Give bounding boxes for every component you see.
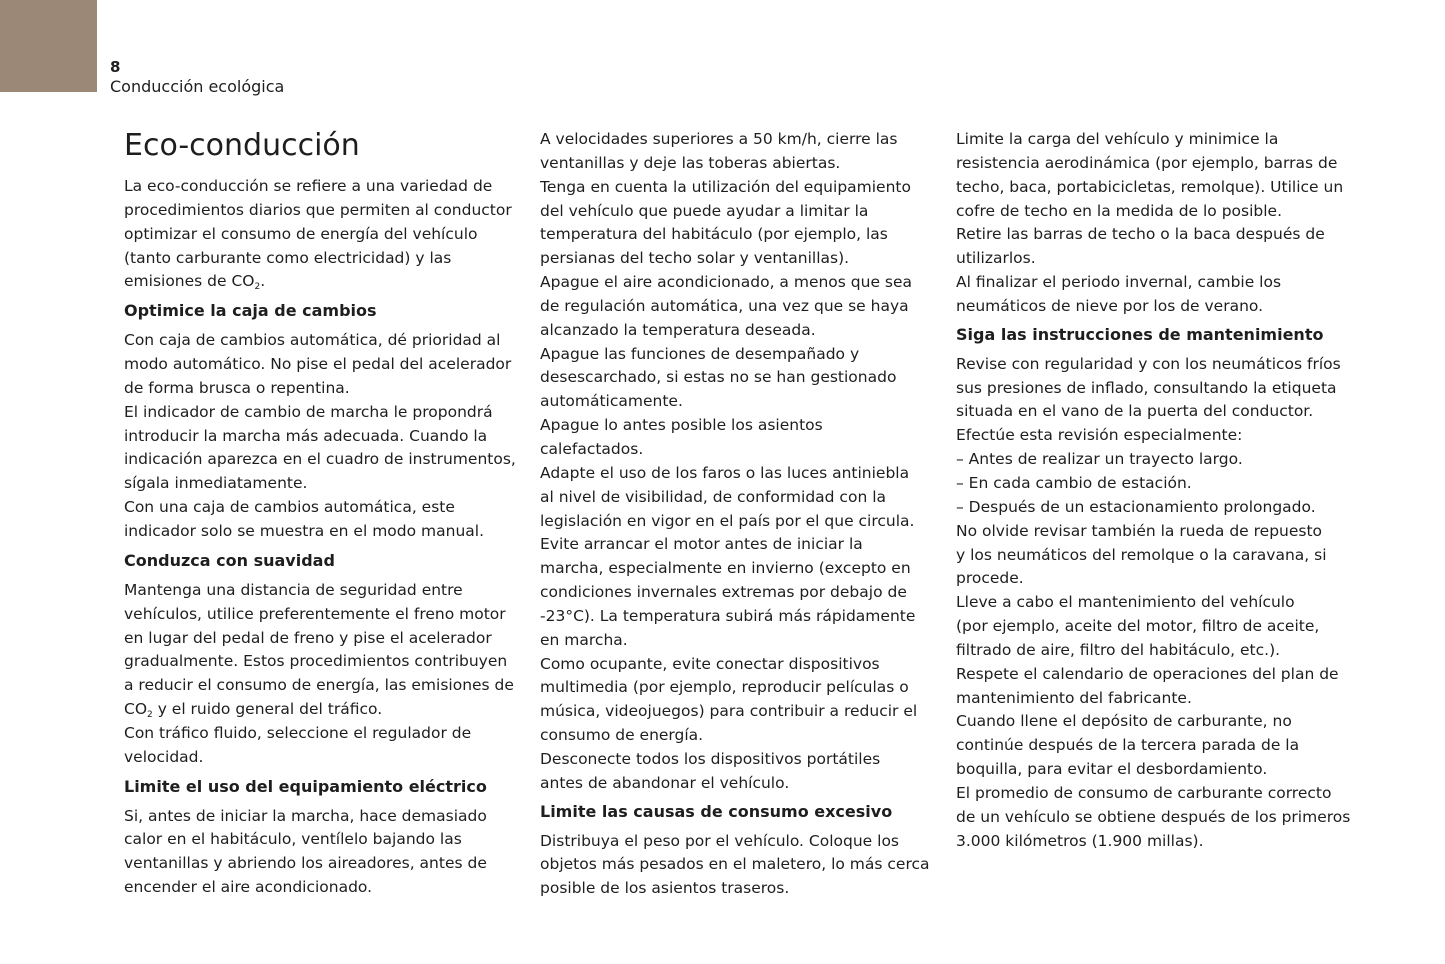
text-line: procede. [956, 569, 1024, 588]
text-line: El indicador de cambio de marcha le propondrá [124, 402, 493, 421]
text-line: Como ocupante, evite conectar dispositivos [540, 654, 880, 673]
text-line: automáticamente. [540, 392, 683, 411]
text-line: modo automático. No pise el pedal del acelerador [124, 355, 512, 374]
text-line: mantenimiento del fabricante. [956, 688, 1192, 707]
text-line: Apague lo antes posible los asientos [540, 416, 823, 435]
text-line: (por ejemplo, aceite del motor, filtro de aceite, [956, 617, 1320, 636]
text-line: vehículos, utilice preferentemente el freno motor [124, 604, 506, 623]
text-line: Apague el aire acondicionado, a menos que sea [540, 273, 913, 292]
text-line: procedimientos diarios que permiten al conductor [124, 200, 512, 219]
text-line: -23°C). La temperatura subirá más rápidamente [540, 606, 916, 625]
text-line: continúe después de la tercera parada de la [956, 736, 1300, 755]
column-1 [124, 126, 519, 900]
text-line: sígala inmediatamente. [124, 474, 308, 493]
text: . [260, 272, 266, 291]
subscript: 2 [254, 282, 261, 293]
text-line: calor en el habitáculo, ventílelo bajando las [124, 830, 462, 849]
text-line: Adapte el uso de los faros o las luces antiniebla [540, 463, 910, 482]
text-line: a reducir el consumo de energía, las emisiones de [124, 676, 514, 695]
text-line: consumo de energía. [540, 726, 704, 745]
text-line: filtrado de aire, filtro del habitáculo, etc.). [956, 640, 1281, 659]
intro-paragraph [124, 175, 519, 294]
text-line: Apague las funciones de desempañado y [540, 344, 860, 363]
text-line: al nivel de visibilidad, de conformidad con la [540, 487, 886, 506]
text-line: Al finalizar el periodo invernal, cambie los [956, 273, 1282, 292]
text-line: El promedio de consumo de carburante correcto [956, 783, 1332, 802]
text-line: Mantenga una distancia de seguridad entre [124, 580, 463, 599]
text-line [124, 270, 519, 294]
text-line: resistencia aerodinámica (por ejemplo, barras de [956, 153, 1338, 172]
text: CO [124, 700, 148, 719]
text-line: Respete el calendario de operaciones del plan de [956, 664, 1339, 683]
text-line: multimedia (por ejemplo, reproducir películas o [540, 678, 909, 697]
text-line: optimizar el consumo de energía del vehículo [124, 224, 478, 243]
excess-consumption-paragraph [540, 830, 935, 902]
text-line: Con caja de cambios automática, dé prioridad al [124, 331, 501, 350]
text-line: alcanzado la temperatura deseada. [540, 320, 816, 339]
text-line: ventanillas y abriendo los aireadores, antes de [124, 854, 487, 873]
text-line: indicación aparezca en el cuadro de instrumentos, [124, 450, 516, 469]
text-line: neumáticos de nieve por los de verano. [956, 296, 1264, 315]
heading-gearbox: Optimice la caja de cambios [124, 301, 377, 321]
text-line: Limite la carga del vehículo y minimice la [956, 130, 1279, 148]
text-line: Cuando llene el depósito de carburante, no [956, 712, 1292, 731]
text-line: Evite arrancar el motor antes de iniciar la [540, 535, 863, 554]
list-item: – En cada cambio de estación. [956, 473, 1192, 492]
text-line: antes de abandonar el vehículo. [540, 773, 790, 792]
list-item: – Antes de realizar un trayecto largo. [956, 450, 1243, 469]
text-line: del vehículo que puede ayudar a limitar la [540, 201, 869, 220]
maintenance-paragraph [956, 353, 1351, 854]
heading-excess-consumption: Limite las causas de consumo excesivo [540, 801, 893, 821]
text-line: cofre de techo en la medida de lo posible. [956, 201, 1283, 220]
text: y el ruido general del tráfico. [152, 700, 383, 719]
text-line: A velocidades superiores a 50 km/h, cierre las [540, 130, 898, 148]
text-line: Retire las barras de techo o la baca después de [956, 225, 1325, 244]
column-3-paragraph [956, 128, 1351, 319]
text-line: música, videojuegos) para contribuir a reducir el [540, 702, 918, 721]
text-line: de forma brusca o repentina. [124, 378, 350, 397]
text-line [124, 698, 519, 722]
text-line: y los neumáticos del remolque o la caravana, si [956, 545, 1327, 564]
column-2-paragraph [540, 128, 935, 796]
page-title: Eco-conducción [124, 128, 360, 163]
text-line: Con una caja de cambios automática, este [124, 498, 455, 517]
text-line: situada en el vano de la puerta del conductor. [956, 402, 1314, 421]
heading-electrical: Limite el uso del equipamiento eléctrico [124, 776, 487, 796]
text-line: en lugar del pedal de freno y pise el acelerador [124, 628, 492, 647]
text-line: La eco-conducción se refiere a una variedad de [124, 177, 493, 195]
smooth-driving-paragraph [124, 579, 519, 770]
section-name: Conducción ecológica [110, 77, 285, 96]
text-line: de un vehículo se obtiene después de los primeros [956, 807, 1351, 826]
text-line: velocidad. [124, 747, 204, 766]
text-line: marcha, especialmente en invierno (excepto en [540, 559, 911, 578]
text-line: persianas del techo solar y ventanillas). [540, 249, 850, 268]
text-line: techo, baca, portabicicletas, remolque). Utilice un [956, 177, 1344, 196]
text-line: de regulación automática, una vez que se haya [540, 296, 909, 315]
text-line: indicador solo se muestra en el modo manual. [124, 521, 485, 540]
chapter-tab [0, 0, 97, 92]
list-item: – Después de un estacionamiento prolongado. [956, 497, 1316, 516]
text-line: calefactados. [540, 439, 644, 458]
electrical-paragraph [124, 805, 519, 900]
heading-maintenance: Siga las instrucciones de mantenimiento [956, 324, 1324, 344]
text-line: Con tráfico fluido, seleccione el regulador de [124, 723, 472, 742]
column-2 [540, 128, 935, 901]
text-line: ventanillas y deje las toberas abiertas. [540, 153, 841, 172]
text-line: Distribuya el peso por el vehículo. Coloque los [540, 831, 899, 850]
text-line: temperatura del habitáculo (por ejemplo, las [540, 225, 888, 244]
text-line: condiciones invernales extremas por debajo de [540, 583, 907, 602]
page-number: 8 [110, 58, 121, 76]
gearbox-paragraph [124, 329, 519, 544]
column-3 [956, 128, 1351, 853]
text-line: encender el aire acondicionado. [124, 878, 373, 897]
text-line: en marcha. [540, 630, 628, 649]
text-line: (tanto carburante como electricidad) y las [124, 248, 452, 267]
text-line: 3.000 kilómetros (1.900 millas). [956, 831, 1204, 850]
text-line: desescarchado, si estas no se han gestionado [540, 368, 897, 387]
text-line: legislación en vigor en el país por el que circula. [540, 511, 915, 530]
text-line: No olvide revisar también la rueda de repuesto [956, 521, 1323, 540]
text-line: Desconecte todos los dispositivos portátiles [540, 749, 881, 768]
text-line: posible de los asientos traseros. [540, 879, 790, 898]
text-line: Efectúe esta revisión especialmente: [956, 426, 1243, 445]
text-line: utilizarlos. [956, 249, 1036, 268]
text-line: gradualmente. Estos procedimientos contribuyen [124, 652, 508, 671]
text-line: Revise con regularidad y con los neumáticos fríos [956, 354, 1341, 373]
text-line: Si, antes de iniciar la marcha, hace demasiado [124, 806, 487, 825]
text-line: introducir la marcha más adecuada. Cuando la [124, 426, 488, 445]
text-line: Lleve a cabo el mantenimiento del vehículo [956, 593, 1295, 612]
text-line: sus presiones de inflado, consultando la etiqueta [956, 378, 1337, 397]
heading-smooth-driving: Conduzca con suavidad [124, 550, 335, 570]
text-line: objetos más pesados en el maletero, lo más cerca [540, 855, 930, 874]
text-line: Tenga en cuenta la utilización del equipamiento [540, 177, 911, 196]
text: emisiones de CO [124, 272, 255, 291]
text-line: boquilla, para evitar el desbordamiento. [956, 760, 1268, 779]
subscript: 2 [147, 710, 153, 721]
